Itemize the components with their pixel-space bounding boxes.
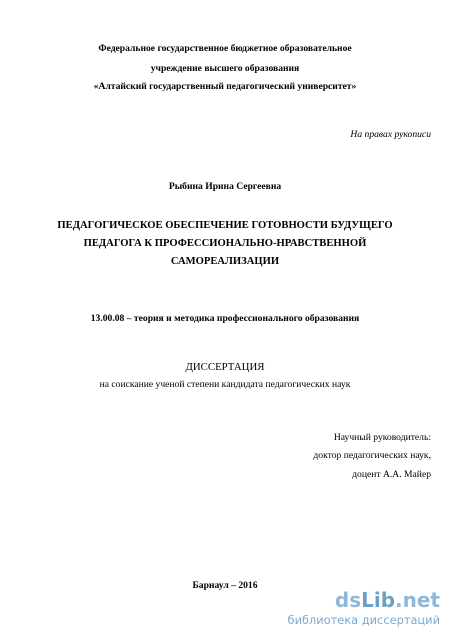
dissertation-title-line-1: ПЕДАГОГИЧЕСКОЕ ОБЕСПЕЧЕНИЕ ГОТОВНОСТИ БУДУЩЕГО — [57, 220, 393, 231]
supervisor-degree: доктор педагогических наук, — [313, 450, 431, 461]
degree-description: на соискание ученой степени кандидата педагогических наук — [99, 379, 351, 390]
supervisor-name: доцент А.А. Майер — [352, 469, 431, 480]
author-name: Рыбина Ирина Сергеевна — [168, 181, 282, 192]
watermark-caption: библиотека диссертаций — [287, 613, 440, 627]
supervisor-label: Научный руководитель: — [333, 432, 431, 443]
logo-ds: ds — [334, 588, 362, 612]
dslib-logo — [335, 588, 440, 612]
dissertation-title-line-2: ПЕДАГОГА К ПРОФЕССИОНАЛЬНО-НРАВСТВЕННОЙ — [83, 238, 367, 249]
institution-line-1: Федеральное государственное бюджетное образовательное — [98, 43, 352, 54]
manuscript-note: На правах рукописи — [350, 129, 431, 140]
dissertation-title-line-3: САМОРЕАЛИЗАЦИИ — [170, 256, 280, 267]
specialty-code: 13.00.08 – теория и методика профессионального образования — [90, 313, 360, 324]
logo-net: .net — [395, 588, 440, 612]
document-type: ДИССЕРТАЦИЯ — [185, 361, 265, 373]
logo-lib: Lib — [361, 588, 396, 612]
institution-line-2: учреждение высшего образования — [150, 63, 300, 74]
institution-line-3: «Алтайский государственный педагогический университет» — [93, 81, 357, 92]
city-year: Барнаул – 2016 — [192, 580, 258, 591]
dslib-watermark — [244, 588, 440, 634]
